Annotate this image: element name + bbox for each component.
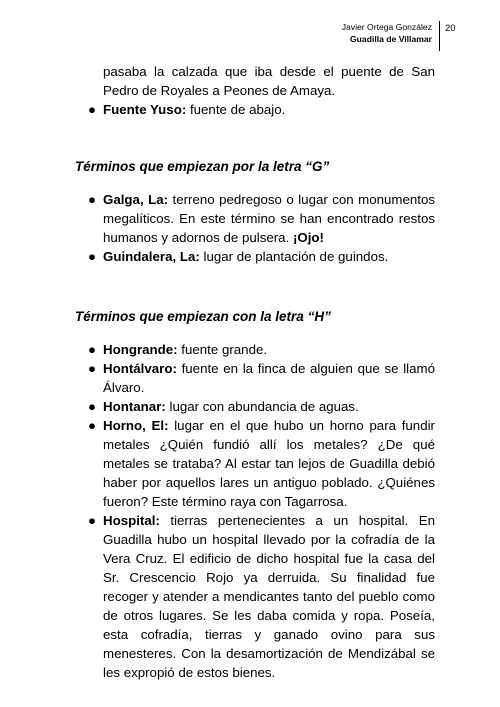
section-heading-g: Términos que empiezan por la letra “G” — [75, 159, 330, 174]
bullet-icon: ● — [88, 418, 97, 433]
intro-list — [75, 100, 435, 119]
entry-term: Hongrande: — [103, 342, 178, 357]
entry-text: lugar con abundancia de aguas. — [165, 399, 359, 414]
entry-emphasis: ¡Ojo! — [292, 230, 324, 245]
bullet-icon: ● — [88, 249, 97, 264]
entry-term: Galga, La: — [103, 192, 169, 207]
section-heading-h: Términos que empiezan con la letra “H” — [75, 309, 331, 324]
section-h-list — [75, 340, 435, 682]
entry-text: fuente en la finca de alguien que se llamó Álvaro. — [103, 361, 435, 395]
list-item — [75, 359, 435, 397]
page-body — [75, 62, 435, 682]
entry-term: Hontálvaro: — [103, 361, 177, 376]
section-g-list — [75, 190, 435, 266]
list-item — [75, 247, 435, 266]
header-town: Guadilla de Villamar — [350, 34, 432, 44]
list-item — [75, 511, 435, 682]
bullet-icon: ● — [88, 361, 97, 376]
list-item — [75, 190, 435, 247]
bullet-icon: ● — [88, 192, 97, 207]
bullet-icon: ● — [88, 342, 97, 357]
entry-term: Horno, El: — [103, 418, 169, 433]
header-author: Javier Ortega González — [341, 22, 432, 32]
entry-text: lugar de plantación de guindos. — [199, 249, 389, 264]
entry-text: fuente grande. — [177, 342, 268, 357]
page-header — [342, 21, 440, 51]
intro-continuation: pasaba la calzada que iba desde el puente de San Pedro de Royales a Peones de Amaya. — [103, 64, 435, 98]
bullet-icon: ● — [88, 513, 97, 528]
entry-text: lugar en el que hubo un horno para fundir metales ¿Quién fundió allí los metales? ¿De qué metales se trataba? Al estar tan lejos de Guadilla debió haber por aquellos lares un antiguo poblado. ¿Quiénes fueron? Este término raya con Tagarrosa. — [103, 418, 435, 509]
entry-text: tierras pertenecientes a un hospital. En Guadilla hubo un hospital llevado por la cofradía de la Vera Cruz. El edificio de dicho hospital fue la casa del Sr. Crescencio Rojo ya derruida. Su finalidad fue recoger y atender a mendicantes tanto del pueblo como de otros lugares. Se les daba comida y ropa. Poseía, esta cofradía, tierras y ganado ovino para sus menesteres. Con la desamortización de Mendizábal se les expropió de estos bienes. — [103, 513, 435, 680]
list-item — [75, 416, 435, 511]
entry-term: Guindalera, La: — [103, 249, 200, 264]
entry-term: Fuente Yuso: — [103, 102, 187, 117]
list-item — [75, 340, 435, 359]
list-item — [75, 100, 435, 119]
bullet-icon: ● — [88, 102, 97, 117]
entry-term: Hontanar: — [103, 399, 166, 414]
entry-term: Hospital: — [103, 513, 160, 528]
list-item — [75, 397, 435, 416]
entry-text: terreno pedregoso o lugar con monumentos megalíticos. En este término se han encontrado restos humanos y adornos de pulsera. — [103, 192, 435, 245]
page-number: 20 — [445, 23, 456, 34]
entry-text: fuente de abajo. — [186, 102, 286, 117]
bullet-icon: ● — [88, 399, 97, 414]
